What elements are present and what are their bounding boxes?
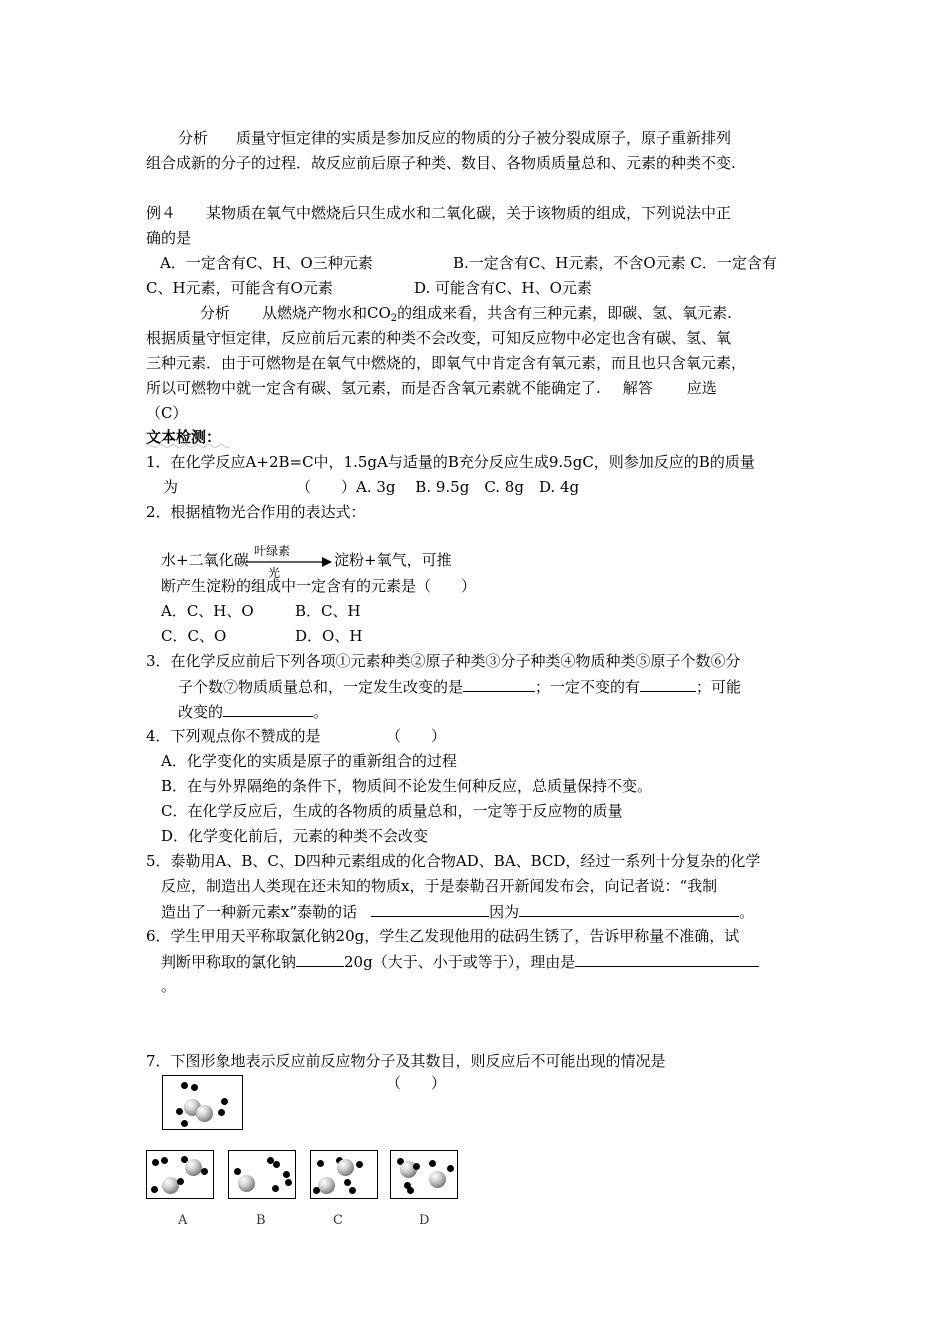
example-4-option-b: B.一定含有C、H元素，不含O元素 C．一定含有 <box>453 254 777 272</box>
reactant-molecules-box <box>162 1075 243 1130</box>
small-atom <box>234 1168 241 1175</box>
answer-blank <box>519 901 739 917</box>
answer-blank <box>371 901 489 917</box>
small-atom <box>218 1109 225 1116</box>
small-atom <box>191 1084 198 1091</box>
example-4-analysis-line-1: 分析 从燃烧产物水和$CO_2$的组成来看，共含有三种元素，即碳、氢、氧元素. <box>200 304 732 324</box>
question-2-option-c: C．C、O <box>161 627 227 645</box>
small-atom <box>221 1098 228 1105</box>
answer-blank <box>463 676 535 692</box>
option-a-box <box>146 1150 214 1199</box>
example-4-line-1: 例４ 某物质在氧气中燃烧后只生成水和二氧化碳，关于该物质的组成，下列说法中正 <box>146 204 732 222</box>
question-1-line-2: 为 （ ）A. 3g B. 9.5g C. 8g D. 4g <box>163 478 580 496</box>
question-2-expression-left: 水+二氧化碳 <box>161 551 249 569</box>
arrow-bottom-label: 光 <box>268 566 281 580</box>
question-2-option-d: D．O、H <box>295 627 363 645</box>
small-atom <box>181 1156 188 1163</box>
question-4-option-d: D．化学变化前后，元素的种类不会改变 <box>161 827 429 845</box>
small-atom <box>313 1187 320 1194</box>
question-4-option-b: B．在与外界隔绝的条件下，物质间不论发生何种反应，总质量保持不变。 <box>161 777 653 795</box>
section-title: 文本检测： <box>146 428 222 446</box>
question-5-line-2: 反应，制造出人类现在还未知的物质x，于是泰勒召开新闻发布会，向记者说：“我制 <box>161 877 718 895</box>
answer-blank <box>575 951 759 967</box>
question-4-option-a: A．化学变化的实质是原子的重新组合的过程 <box>161 752 457 770</box>
example-4-analysis-line-3: 三种元素．由于可燃物是在氧气中燃烧的，即氧气中肯定含有氧元素，而且也只含氧元素， <box>146 354 747 372</box>
small-atom <box>151 1186 158 1193</box>
large-atom <box>318 1177 335 1194</box>
small-atom <box>152 1159 159 1166</box>
small-atom <box>407 1187 414 1194</box>
question-7-paren: （ ） <box>386 1074 447 1092</box>
answer-blank <box>296 951 344 967</box>
question-5-line-3: 造出了一种新元素x”泰勒的话 因为 。 <box>161 903 755 921</box>
analysis-1-line-2: 组合成新的分子的过程．故反应前后原子种类、数目、各物质质量总和、元素的种类不变. <box>146 154 736 172</box>
question-3-line-3: 改变的 。 <box>178 703 329 721</box>
question-6-line-3: 。 <box>161 977 177 995</box>
question-7-line-1: 7．下图形象地表示反应前反应物分子及其数目，则反应后不可能出现的情况是 <box>146 1052 666 1070</box>
small-atom <box>161 1157 168 1164</box>
large-atom <box>238 1175 255 1192</box>
option-b-box <box>228 1150 296 1199</box>
small-atom <box>317 1160 324 1167</box>
option-label-b: B <box>256 1213 266 1228</box>
right-arrow-icon <box>246 555 332 569</box>
analysis-1-line-1: 分析 质量守恒定律的实质是参加反应的物质的分子被分裂成原子，原子重新排列 <box>178 129 732 147</box>
example-4-line-2: 确的是 <box>146 229 192 247</box>
question-3-line-2: 子个数⑦物质质量总和，一定发生改变的是 ；一定不变的有 ；可能 <box>178 678 742 696</box>
example-4-answer-value: （C） <box>146 404 188 422</box>
small-atom <box>349 1187 356 1194</box>
option-c-box <box>310 1150 378 1199</box>
option-label-d: D <box>419 1213 430 1228</box>
example-4-option-a: A．一定含有C、H、O三种元素 <box>160 254 373 272</box>
question-4-paren: （ ） <box>386 727 447 745</box>
answer-blank <box>223 701 313 717</box>
large-atom <box>429 1171 446 1188</box>
small-atom <box>285 1179 292 1186</box>
small-atom <box>272 1185 279 1192</box>
large-atom <box>185 1159 202 1176</box>
small-atom <box>356 1161 363 1168</box>
small-atom <box>344 1179 351 1186</box>
option-d-box <box>390 1150 458 1199</box>
small-atom <box>413 1163 420 1170</box>
arrow-top-label: 叶绿素 <box>254 544 291 558</box>
small-atom <box>181 1120 188 1127</box>
question-2-line-1: 2．根据植物光合作用的表达式： <box>146 503 366 521</box>
example-4-analysis-line-2: 根据质量守恒定律，反应前后元素的种类不会改变，可知反应物中必定也含有碳、氢、氧 <box>146 329 732 347</box>
question-3-line-1: 3．在化学反应前后下列各项①元素种类②原子种类③分子种类④物质种类⑤原子个数⑥分 <box>146 652 741 670</box>
small-atom <box>201 1168 208 1175</box>
question-1-line-1: 1．在化学反应A+2B=C中，1.5gA与适量的B充分反应生成9.5gC，则参加反应的B的质量 <box>146 453 755 471</box>
small-atom <box>273 1161 280 1168</box>
question-5-line-1: 5．泰勒用A、B、C、D四种元素组成的化合物AD、BA、BCD，经过一系列十分复杂的化学 <box>146 852 761 870</box>
question-4-line-1: 4．下列观点你不赞成的是 <box>146 727 321 745</box>
question-6-line-1: 6．学生甲用天平称取氯化钠20g，学生乙发现他用的砝码生锈了，告诉甲称量不准确，试 <box>146 927 740 945</box>
option-label-a: A <box>178 1213 188 1228</box>
large-atom <box>196 1105 213 1122</box>
small-atom <box>429 1160 436 1167</box>
small-atom <box>176 1108 183 1115</box>
question-2-expression-right: 淀粉+氧气，可推 <box>334 551 452 569</box>
example-4-analysis-line-4: 所以可燃物中就一定含有碳、氢元素，而是否含氧元素就不能确定了. 解答 应选 <box>146 379 717 397</box>
option-label-c: C <box>333 1213 343 1228</box>
question-2-option-a: A．C、H、O <box>161 602 254 620</box>
large-atom <box>337 1159 354 1176</box>
example-label: 例４ <box>146 204 177 222</box>
question-2-option-b: B．C、H <box>295 602 361 620</box>
answer-blank <box>640 676 696 692</box>
answer-label: 解答 <box>622 379 653 397</box>
question-4-option-c: C．在化学反应后，生成的各物质的质量总和，一定等于反应物的质量 <box>161 802 623 820</box>
small-atom <box>181 1082 188 1089</box>
question-6-line-2: 判断甲称取的氯化钠 20g（大于、小于或等于），理由是 <box>161 951 759 972</box>
small-atom <box>177 1178 184 1185</box>
example-4-option-c: C、H元素，可能含有O元素 <box>146 279 333 297</box>
example-4-option-d: D. 可能含有C、H、O元素 <box>414 279 592 297</box>
squiggle-underline-icon <box>146 443 230 449</box>
small-atom <box>283 1171 290 1178</box>
analysis-label: 分析 <box>178 129 209 147</box>
small-atom <box>447 1165 454 1172</box>
question-2-line-3: 断产生淀粉的组成中一定含有的元素是（ ） <box>161 577 477 595</box>
